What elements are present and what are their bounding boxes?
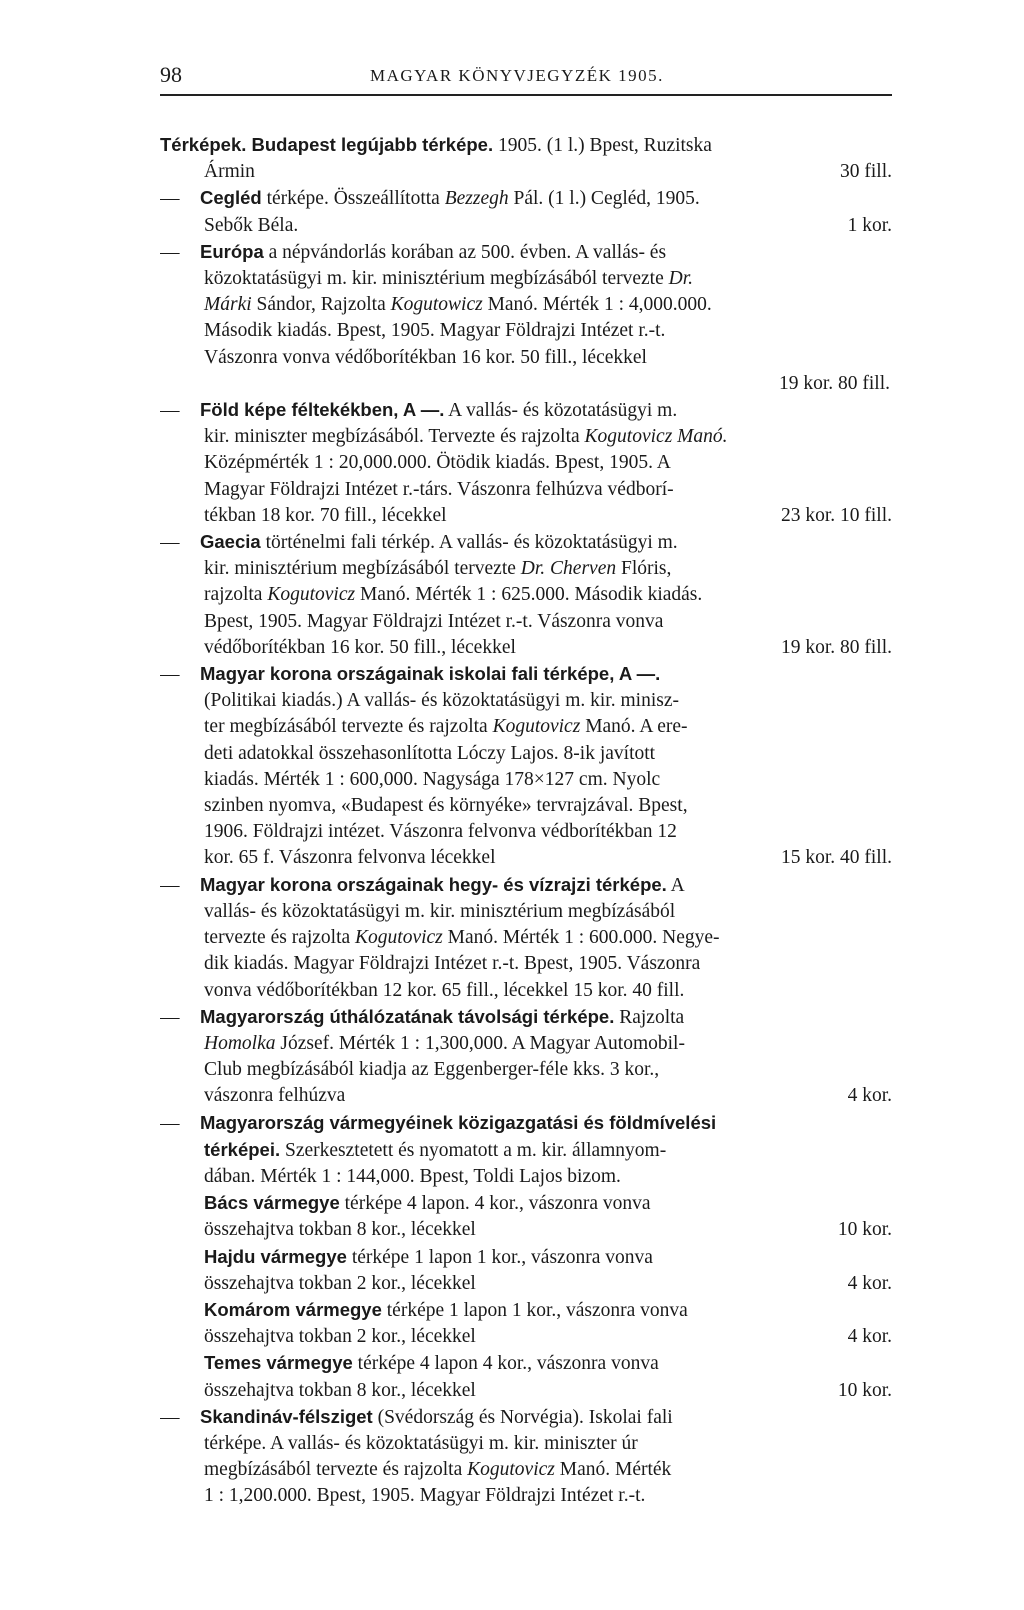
entry-line: Magyar Földrajzi Intézet r.-társ. Vászonra felhúzva védborí- xyxy=(204,478,674,500)
entry-text: megbízásából tervezte és rajzolta xyxy=(204,1459,468,1481)
entry-line xyxy=(160,1324,892,1350)
entry-line: vallás- és közoktatásügyi m. kir. minisztérium megbízásából xyxy=(204,900,676,922)
author-name: Kogutovicz Manó. xyxy=(584,426,728,448)
entry-text: Ármin xyxy=(204,161,255,183)
price: 23 kor. 10 fill. xyxy=(780,504,892,526)
price: 4 kor. xyxy=(847,1272,892,1294)
entry-title: Föld képe féltekékben, A —. xyxy=(200,399,445,421)
entry-title: Térképek. Budapest legújabb térképe. xyxy=(160,134,494,155)
entry-line xyxy=(160,159,892,185)
author-name: Kogutowicz xyxy=(390,294,483,316)
author-name: Dr. Cherven xyxy=(520,558,617,580)
entry-line xyxy=(160,1404,892,1431)
entry-dash: — xyxy=(160,241,180,263)
entry-line: kiadás. Mérték 1 : 600,000. Nagysága 178×127 cm. Nyolc xyxy=(204,768,661,790)
entry-line xyxy=(160,239,892,266)
entry-line xyxy=(160,635,892,661)
entry-text: védőborítékban 16 kor. 50 fill., lécekkel xyxy=(204,636,516,658)
entry-title: Magyarország úthálózatának távolsági térképe. xyxy=(200,1005,615,1027)
author-name: Kogutovicz xyxy=(492,716,581,738)
entry-title: térképei. xyxy=(204,1138,281,1160)
entry-dash: — xyxy=(160,400,180,422)
entry-text: A vallás- és közotatásügyi m. xyxy=(444,400,678,422)
entry-text: Sándor, Rajzolta xyxy=(251,294,391,316)
author-name: Márki xyxy=(204,294,252,316)
entry-text: kir. minisztérium megbízásából tervezte xyxy=(204,558,521,580)
entry-line xyxy=(160,397,892,424)
entry-text: térképe 4 lapon 4 kor., vászonra vonva xyxy=(352,1353,659,1375)
entry-line: deti adatokkal összehasonlította Lóczy Lajos. 8-ik javított xyxy=(204,742,656,764)
entry-text: közoktatásügyi m. kir. minisztérium megbízásából tervezte xyxy=(204,268,669,290)
running-title: MAGYAR KÖNYVJEGYZÉK 1905. xyxy=(370,66,664,85)
entry-line: (Politikai kiadás.) A vallás- és közoktatásügyi m. kir. minisz- xyxy=(204,690,679,712)
entry-line xyxy=(160,424,892,450)
entry-line: Második kiadás. Bpest, 1905. Magyar Földrajzi Intézet r.-t. xyxy=(204,320,666,342)
county-title: Hajdu vármegye xyxy=(204,1245,347,1267)
entry-line xyxy=(160,213,892,239)
entry-title: Magyar korona országainak hegy- és vízrajzi térképe. xyxy=(200,873,667,895)
entry-dash: — xyxy=(160,1406,180,1428)
entry-line: Club megbízásából kiadja az Eggenberger-féle kks. 3 kor., xyxy=(204,1059,660,1081)
entry-line xyxy=(160,1031,892,1057)
entry-dash: — xyxy=(160,532,180,554)
author-name: Homolka xyxy=(204,1032,276,1054)
entry-text: Flóris, xyxy=(616,558,672,580)
entry-line xyxy=(160,1297,892,1324)
entry-line: dában. Mérték 1 : 144,000. Bpest, Toldi Lajos bizom. xyxy=(204,1165,621,1187)
catalog-body xyxy=(160,132,892,1510)
entry-text: József. Mérték 1 : 1,300,000. A Magyar Automobil- xyxy=(275,1032,685,1054)
entry-line xyxy=(160,714,892,740)
entry-line xyxy=(160,1217,892,1243)
page-number: 98 xyxy=(160,62,182,87)
entry-text: térképe 4 lapon. 4 kor., vászonra vonva xyxy=(339,1193,651,1215)
author-name: Kogutovicz xyxy=(467,1459,555,1481)
entry-line xyxy=(160,185,892,212)
author-name: Kogutovicz xyxy=(355,927,443,949)
entry-title: Skandináv-félsziget xyxy=(200,1405,373,1427)
author-name: Dr. xyxy=(668,268,694,290)
entry-text: térképe 1 lapon 1 kor., vászonra vonva xyxy=(381,1299,688,1321)
entry-line xyxy=(160,925,892,951)
entry-text: Manó. Mérték 1 : 625.000. Második kiadás. xyxy=(355,584,703,606)
entry-text: történelmi fali térkép. A vallás- és közoktatásügyi m. xyxy=(260,532,678,554)
entry-text: Szerkesztetett és nyomatott a m. kir. államnyom- xyxy=(280,1139,667,1161)
entry-text: összehajtva tokban 2 kor., lécekkel xyxy=(204,1272,476,1294)
entry-title: Magyarország vármegyéinek közigazgatási és földmívelési xyxy=(200,1111,717,1133)
entry-line: Középmérték 1 : 20,000.000. Ötödik kiadás. Bpest, 1905. A xyxy=(204,452,671,474)
entry-line xyxy=(160,529,892,556)
entry-text: térképe 1 lapon 1 kor., vászonra vonva xyxy=(346,1246,653,1268)
entry-text: kir. miniszter megbízásából. Tervezte és rajzolta xyxy=(204,426,585,448)
entry-text: (Svédország és Norvégia). Iskolai fali xyxy=(372,1406,673,1428)
price: 15 kor. 40 fill. xyxy=(780,847,892,869)
entry-line xyxy=(160,503,892,529)
page-header xyxy=(160,62,890,94)
entry-text: Rajzolta xyxy=(614,1006,685,1028)
entry-line xyxy=(160,845,892,871)
entry-title: Gaecia xyxy=(200,531,261,553)
entry-title: Magyar korona országainak iskolai fali térképe, A —. xyxy=(200,663,661,685)
entry-line xyxy=(160,1244,892,1271)
entry-line: vonva védőborítékban 12 kor. 65 fill., lécekkel 15 kor. 40 fill. xyxy=(204,979,685,1001)
entry-line xyxy=(160,1137,892,1164)
entry-title: Európa xyxy=(200,240,264,262)
county-title: Bács vármegye xyxy=(204,1192,340,1214)
entry-text: kor. 65 f. Vászonra felvonva lécekkel xyxy=(204,847,496,869)
entry-line xyxy=(160,1378,892,1404)
entry-line xyxy=(160,1083,892,1109)
entry-text: Pál. (1 l.) Cegléd, 1905. xyxy=(508,188,700,210)
entry-line xyxy=(160,1110,892,1137)
entry-line xyxy=(160,582,892,608)
entry-text: Manó. Mérték 1 : 4,000.000. xyxy=(482,294,712,316)
county-title: Temes vármegye xyxy=(204,1352,353,1374)
entry-line xyxy=(160,1271,892,1297)
county-title: Komárom vármegye xyxy=(204,1298,382,1320)
entry-text: tervezte és rajzolta xyxy=(204,927,356,949)
entry-text: a népvándorlás korában az 500. évben. A vallás- és xyxy=(263,241,667,263)
price: 30 fill. xyxy=(840,161,892,183)
entry-line: 1906. Földrajzi intézet. Vászonra felvonva védborítékban 12 xyxy=(204,821,677,843)
entry-text: Manó. Mérték 1 : 600.000. Negye- xyxy=(442,927,720,949)
entry-line xyxy=(160,872,892,899)
entry-text: Manó. Mérték xyxy=(554,1459,672,1481)
price: 19 kor. 80 fill. xyxy=(778,372,890,394)
entry-dash: — xyxy=(160,1112,180,1134)
entry-text: összehajtva tokban 8 kor., lécekkel xyxy=(204,1219,476,1241)
entry-line: térképe. A vallás- és közoktatásügyi m. kir. miniszter úr xyxy=(204,1432,638,1454)
price: 10 kor. xyxy=(837,1379,892,1401)
price: 4 kor. xyxy=(847,1085,892,1107)
entry-text: A xyxy=(666,874,685,896)
entry-text: összehajtva tokban 8 kor., lécekkel xyxy=(204,1379,476,1401)
entry-line xyxy=(160,1004,892,1031)
entry-text: ter megbízásából tervezte és rajzolta xyxy=(204,716,493,738)
author-name: Bezzegh xyxy=(444,188,509,210)
entry-line xyxy=(160,661,892,688)
entry-line xyxy=(160,292,892,318)
entry-text: összehajtva tokban 2 kor., lécekkel xyxy=(204,1326,476,1348)
entry-text: rajzolta xyxy=(204,584,268,606)
entry-line: Vászonra vonva védőborítékban 16 kor. 50 fill., lécekkel xyxy=(204,346,647,368)
entry-text: Sebők Béla. xyxy=(204,214,299,236)
entry-text: tékban 18 kor. 70 fill., lécekkel xyxy=(204,504,447,526)
entry-line: 1 : 1,200.000. Bpest, 1905. Magyar Földrajzi Intézet r.-t. xyxy=(204,1485,646,1507)
entry-line: Bpest, 1905. Magyar Földrajzi Intézet r.-t. Vászonra vonva xyxy=(204,610,664,632)
entry-line xyxy=(160,1190,892,1217)
price: 1 kor. xyxy=(847,214,892,236)
entry-line: dik kiadás. Magyar Földrajzi Intézet r.-t. Bpest, 1905. Vászonra xyxy=(204,953,701,975)
entry-line xyxy=(160,1457,892,1483)
price: 19 kor. 80 fill. xyxy=(780,636,892,658)
author-name: Kogutovicz xyxy=(267,584,356,606)
entry-text: vászonra felhúzva xyxy=(204,1085,346,1107)
entry-text: 1905. (1 l.) Bpest, Ruzitska xyxy=(493,135,712,156)
price: 10 kor. xyxy=(837,1219,892,1241)
entry-dash: — xyxy=(160,1006,180,1028)
entry-text: Manó. A ere- xyxy=(580,716,688,738)
entry-dash: — xyxy=(160,664,180,686)
entry-dash: — xyxy=(160,874,180,896)
entry-dash: — xyxy=(160,188,180,210)
price: 4 kor. xyxy=(847,1326,892,1348)
entry-line: szinben nyomva, «Budapest és környéke» tervrajzával. Bpest, xyxy=(204,795,688,817)
entry-line xyxy=(160,132,892,159)
entry-line xyxy=(160,1350,892,1377)
entry-line xyxy=(160,556,892,582)
header-rule xyxy=(160,94,892,96)
entry-text: térképe. Összeállította xyxy=(261,188,445,210)
entry-line xyxy=(160,266,892,292)
entry-title: Cegléd xyxy=(200,187,262,209)
